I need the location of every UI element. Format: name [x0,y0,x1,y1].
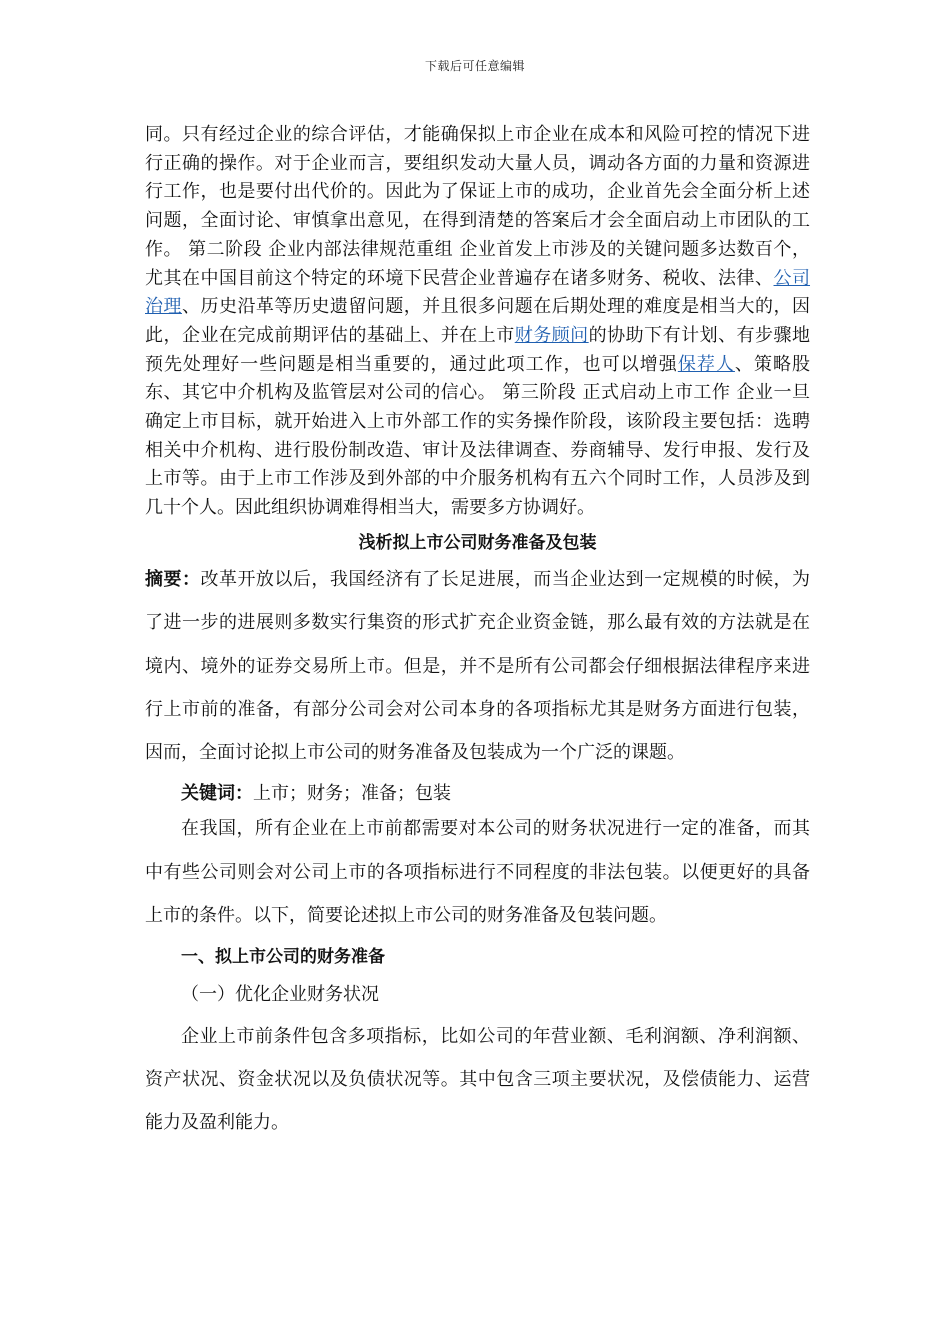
intro-text-part2: 、历史沿革等历史遗留问题，并且很多问题在后期处理的难度是相当大的，因此，企业在完成前期评估的基础上、并在上市 [145,296,811,346]
keywords-label: 关键词： [181,782,253,804]
abstract-text: 改革开放以后，我国经济有了长足进展，而当企业达到一定规模的时候，为了进一步的进展则多数实行集资的形式扩充企业资金链，那么最有效的方法就是在境内、境外的证券交易所上市。但是，并不是所有公司都会仔细根据法律程序来进行上市前的准备，有部分公司会对公司本身的各项指标尤其是财务方面进行包装，因而，全面讨论拟上市公司的财务准备及包装成为一个广泛的课题。 [145,568,811,764]
intro-text-part3: 的协助下有计划、有步骤地预先处理好一些问题是相当重要的，通过此项工作，也可以增强 [145,324,811,375]
subsection-heading-1: （一）优化企业财务状况 [181,984,379,1006]
intro-paragraph [145,121,810,523]
link-financial-advisor[interactable]: 财务顾问 [514,324,589,346]
document-page [145,121,810,1145]
abstract-label: 摘要： [145,568,201,590]
intro-text-part1: 同。只有经过企业的综合评估，才能确保拟上市企业在成本和风险可控的情况下进行正确的操作。对于企业而言，要组织发动大量人员，调动各方面的力量和资源进行工作，也是要付出代价的。因此为了保证上市的成功，企业首先会全面分析上述问题，全面讨论、审慎拿出意见，在得到清楚的答案后才会全面启动上市团队的工作。 第二阶段 企业内部法律规范重组 企业首发上市涉及的关键问题多达数百个，尤其在中国目前这个特定的环境下民营企业普遍存在诸多财务、税收、法律、 [145,124,810,289]
keywords-text: 上市；财务；准备；包装 [253,782,451,804]
intro-text-part4: 、策略股东、其它中介机构及监管层对公司的信心。 第三阶段 正式启动上市工作 企业一旦确定上市目标，就开始进入上市外部工作的实务操作阶段，该阶段主要包括：选聘相关中介机构、进行股份制改造、审计及法律调查、券商辅导、发行申报、发行及上市等。由于上市工作涉及到外部的中介服务机构有五六个同时工作，人员涉及到几十个人。因此组织协调难得相当大，需要多方协调好。 [145,353,811,519]
section-heading-1: 一、拟上市公司的财务准备 [181,946,385,967]
abstract-paragraph [145,558,810,775]
link-corporate-governance[interactable]: 公司治理 [145,267,811,318]
article-title: 浅析拟上市公司财务准备及包装 [358,532,597,553]
page-header: 下载后可任意编辑 [424,59,525,73]
body-paragraph-2: 企业上市前条件包含多项指标，比如公司的年营业额、毛利润额、净利润额、资产状况、资金状况以及负债状况等。其中包含三项主要状况，及偿债能力、运营能力及盈利能力。 [145,1025,810,1134]
link-sponsor[interactable]: 保荐人 [677,353,735,375]
body-paragraph-1: 在我国，所有企业在上市前都需要对本公司的财务状况进行一定的准备，而其中有些公司则会对公司上市的各项指标进行不同程度的非法包装。以便更好的具备上市的条件。以下，简要论述拟上市公司的财务准备及包装问题。 [145,818,810,927]
